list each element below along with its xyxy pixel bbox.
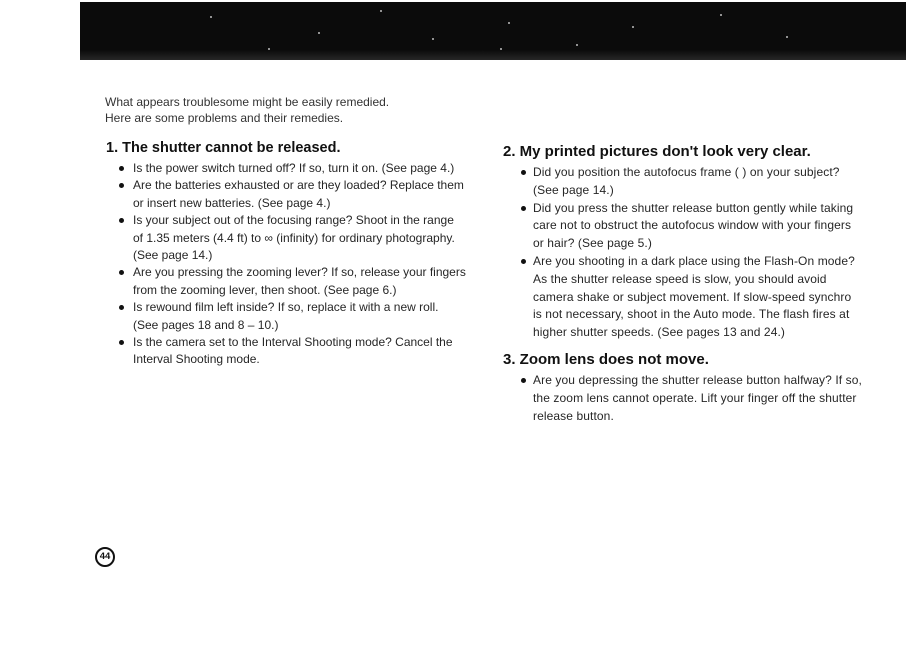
list-item: [503, 253, 863, 342]
list-item: [106, 264, 466, 299]
list-item-text: Are you depressing the shutter release button halfway? If so, the zoom lens cannot operate. Lift your finger off the shutter release button.: [533, 372, 862, 423]
list-item: [106, 212, 466, 264]
bullet-icon: [119, 183, 124, 188]
list-item: [503, 164, 863, 200]
bullet-icon: [119, 218, 124, 223]
section-title-shutter: 1. The shutter cannot be released.: [106, 140, 341, 156]
section-title-pictures: 2. My printed pictures don't look very clear.: [503, 143, 811, 160]
bullet-icon: [119, 340, 124, 345]
list-item-text: Are the batteries exhausted or are they loaded? Replace them or insert new batteries. (See page 4.): [133, 178, 464, 210]
bullet-icon: [521, 378, 526, 383]
bullet-icon: [119, 166, 124, 171]
list-item-text: Are you shooting in a dark place using the Flash-On mode? As the shutter release speed is slow, you should avoid camera shake or subject movement. If slow-speed synchro is not necessary, shoot in the Auto mode. The flash fires at higher shutter speeds. (See pages 13 and 24.): [533, 253, 855, 340]
list-item: [106, 299, 466, 334]
bullet-icon: [119, 305, 124, 310]
list-item-text: Are you pressing the zooming lever? If so, release your fingers from the zooming lever, then shoot. (See page 6.): [133, 265, 466, 297]
bullet-icon: [119, 270, 124, 275]
intro-text: [105, 94, 465, 126]
intro-line-2: Here are some problems and their remedies.: [105, 111, 344, 125]
section-title-zoom: 3. Zoom lens does not move.: [503, 350, 709, 368]
zoom-remedies-list: [503, 372, 863, 425]
list-item-text: Did you position the autofocus frame ( ) on your subject? (See page 14.): [533, 165, 840, 197]
bullet-icon: [521, 259, 526, 264]
bullet-icon: [521, 170, 526, 175]
bullet-icon: [521, 206, 526, 211]
shutter-remedies-list: [106, 160, 466, 369]
intro-line-1: What appears troublesome might be easily remedied.: [105, 95, 390, 109]
list-item: [503, 200, 863, 253]
header-band: [80, 2, 906, 60]
right-column: [503, 143, 863, 425]
pictures-remedies-list: [503, 164, 863, 342]
list-item-text: Is rewound film left inside? If so, replace it with a new roll. (See pages 18 and 8 – 10.): [133, 300, 439, 332]
list-item: [503, 372, 863, 425]
left-column: [106, 139, 466, 369]
list-item: [106, 177, 466, 212]
list-item-text: Is the camera set to the Interval Shooting mode? Cancel the Interval Shooting mode.: [133, 335, 453, 367]
page-number: 44: [95, 547, 115, 567]
list-item-text: Did you press the shutter release button gently while taking care not to obstruct the autofocus window with your fingers or hair? (See page 5.): [533, 200, 854, 251]
list-item: [106, 160, 466, 177]
list-item: [106, 334, 466, 369]
list-item-text: Is the power switch turned off? If so, turn it on. (See page 4.): [133, 161, 455, 175]
list-item-text: Is your subject out of the focusing range? Shoot in the range of 1.35 meters (4.4 ft) to ∞ (infinity) for ordinary photography. (See page 14.): [133, 213, 455, 263]
